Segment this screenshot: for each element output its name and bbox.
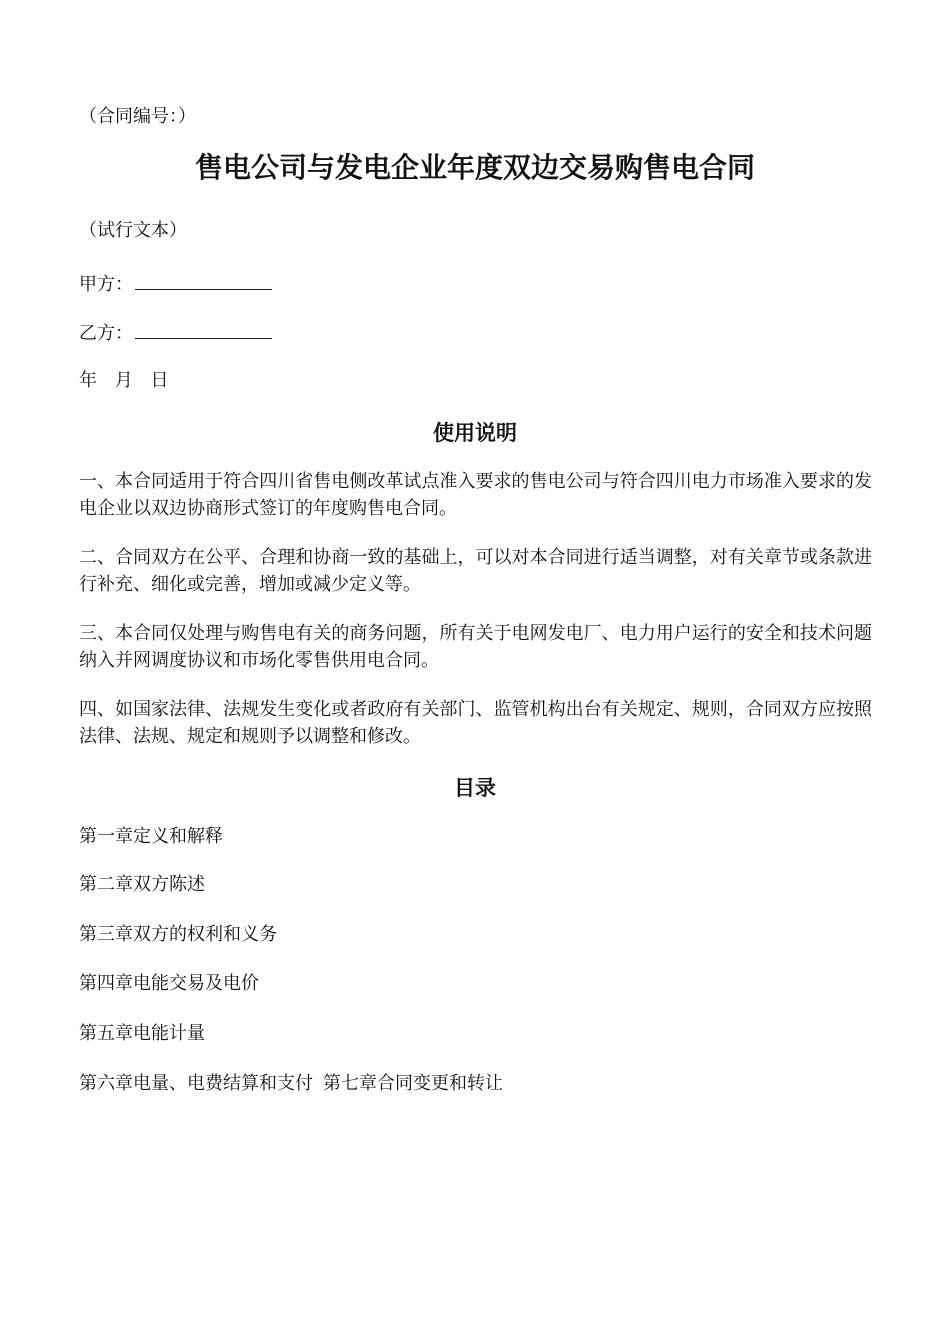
toc-item-row bbox=[79, 1071, 503, 1097]
usage-heading: 使用说明 bbox=[433, 421, 517, 445]
party-a-line bbox=[79, 269, 272, 298]
date-day: 日 bbox=[150, 370, 169, 391]
toc-item: 第二章双方陈述 bbox=[79, 874, 205, 895]
usage-paragraph: 二、合同双方在公平、合理和协商一致的基础上，可以对本合同进行适当调整，对有关章节或条款进行补充、细化或完善，增加或减少定义等。 bbox=[79, 547, 872, 595]
usage-paragraph: 一、本合同适用于符合四川省售电侧改革试点准入要求的售电公司与符合四川电力市场准入要求的发电企业以双边协商形式签订的年度购售电合同。 bbox=[79, 471, 872, 519]
usage-paragraph: 三、本合同仅处理与购售电有关的商务问题，所有关于电网发电厂、电力用户运行的安全和技术问题纳入并网调度协议和市场化零售供用电合同。 bbox=[79, 623, 872, 671]
party-b-label: 乙方： bbox=[79, 323, 133, 344]
toc-item: 第三章双方的权利和义务 bbox=[79, 924, 277, 945]
document-title: 售电公司与发电企业年度双边交易购售电合同 bbox=[194, 151, 755, 184]
party-b-blank bbox=[135, 318, 272, 339]
date-line bbox=[79, 368, 180, 394]
date-month: 月 bbox=[114, 370, 133, 391]
date-year: 年 bbox=[79, 370, 97, 391]
toc-item: 第五章电能计量 bbox=[79, 1023, 205, 1044]
contract-number-label: （合同编号：） bbox=[79, 106, 196, 127]
toc-item: 第一章定义和解释 bbox=[79, 826, 223, 847]
toc-item: 第六章电量、电费结算和支付 bbox=[79, 1073, 313, 1094]
party-a-label: 甲方： bbox=[79, 274, 133, 295]
trial-version-label: （试行文本） bbox=[79, 220, 187, 241]
party-a-blank bbox=[135, 269, 272, 290]
usage-paragraph: 四、如国家法律、法规发生变化或者政府有关部门、监管机构出台有关规定、规则，合同双方应按照法律、法规、规定和规则予以调整和修改。 bbox=[79, 699, 872, 747]
toc-heading: 目录 bbox=[454, 776, 496, 800]
party-b-line bbox=[79, 318, 272, 347]
toc-item: 第七章合同变更和转让 bbox=[323, 1073, 503, 1094]
toc-item: 第四章电能交易及电价 bbox=[79, 973, 259, 994]
